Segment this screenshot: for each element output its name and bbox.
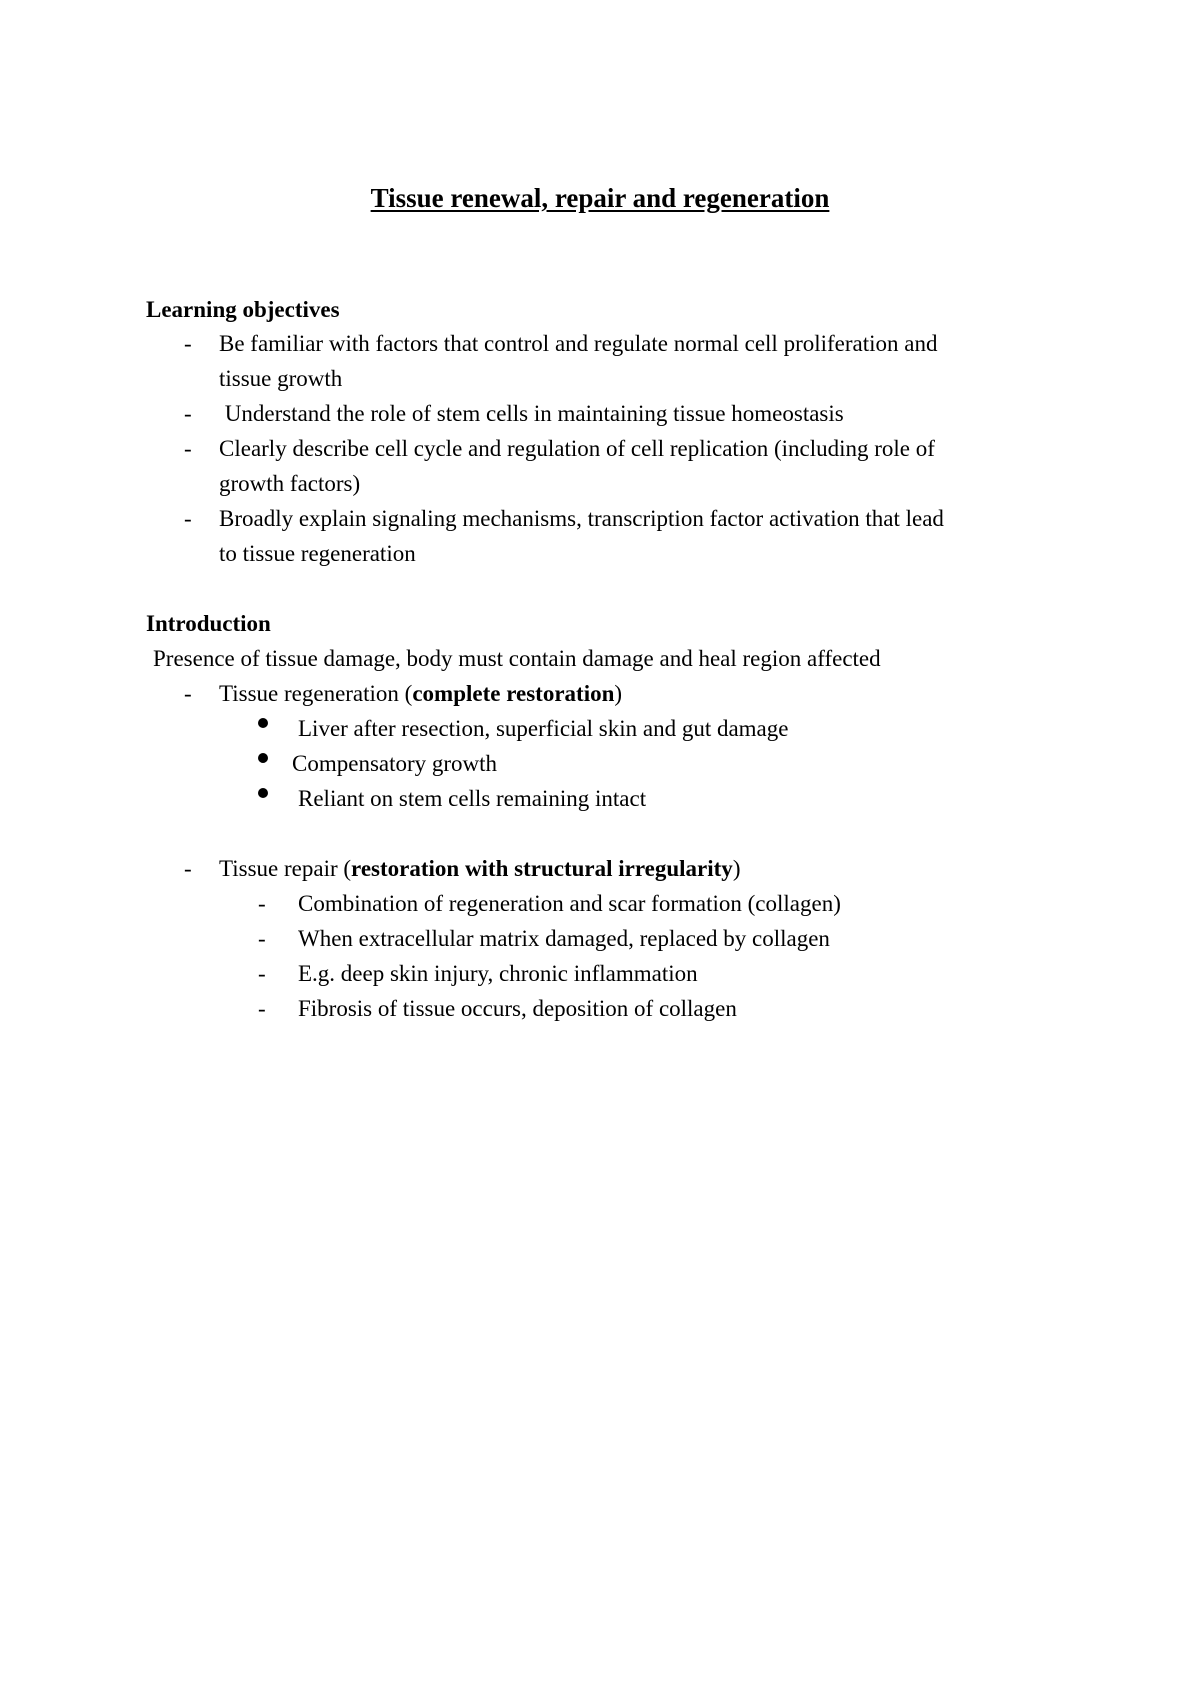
repair-text: E.g. deep skin injury, chronic inflammation: [298, 961, 698, 986]
repair-emphasis: restoration with structural irregularity: [351, 856, 733, 881]
repair-text: When extracellular matrix damaged, replaced by collagen: [298, 926, 830, 951]
objective-text: Broadly explain signaling mechanisms, transcription factor activation that lead: [219, 506, 944, 531]
bullet-dot-icon: [258, 718, 268, 728]
dash-marker: -: [184, 401, 192, 426]
bullet-dot-icon: [258, 753, 268, 763]
dash-marker: -: [184, 856, 192, 881]
objective-text: Understand the role of stem cells in maintaining tissue homeostasis: [219, 401, 844, 426]
introduction-text: Presence of tissue damage, body must contain damage and heal region affected: [153, 646, 881, 671]
objective-text-continued: to tissue regeneration: [219, 541, 416, 566]
dash-marker: -: [258, 961, 266, 986]
dash-marker: -: [258, 996, 266, 1021]
introduction-heading: Introduction: [146, 611, 271, 636]
dash-marker: -: [184, 506, 192, 531]
page-title: Tissue renewal, repair and regeneration: [370, 183, 830, 213]
repair-label-close: ): [732, 856, 741, 881]
dash-marker: -: [258, 926, 266, 951]
objective-text: Clearly describe cell cycle and regulation of cell replication (including role of: [219, 436, 935, 461]
objective-text-continued: tissue growth: [219, 366, 343, 391]
objective-text: Be familiar with factors that control and regulate normal cell proliferation and: [219, 331, 938, 356]
repair-text: Fibrosis of tissue occurs, deposition of collagen: [298, 996, 737, 1021]
bullet-text: Compensatory growth: [292, 751, 498, 776]
dash-marker: -: [184, 681, 192, 706]
learning-objectives-heading: Learning objectives: [146, 297, 340, 322]
regeneration-emphasis: complete restoration: [412, 681, 615, 706]
repair-text: Combination of regeneration and scar formation (collagen): [298, 891, 841, 916]
dash-marker: -: [184, 436, 192, 461]
bullet-text: Liver after resection, superficial skin and gut damage: [298, 716, 789, 741]
objective-text-continued: growth factors): [219, 471, 361, 496]
regeneration-label: [219, 676, 622, 711]
bullet-text: Reliant on stem cells remaining intact: [298, 786, 647, 811]
bullet-dot-icon: [258, 788, 268, 798]
dash-marker: -: [184, 331, 192, 356]
dash-marker: -: [258, 891, 266, 916]
regeneration-label-close: ): [614, 681, 623, 706]
repair-label: [219, 851, 740, 886]
repair-label-text: Tissue repair (: [219, 856, 352, 881]
regeneration-label-text: Tissue regeneration (: [219, 681, 413, 706]
